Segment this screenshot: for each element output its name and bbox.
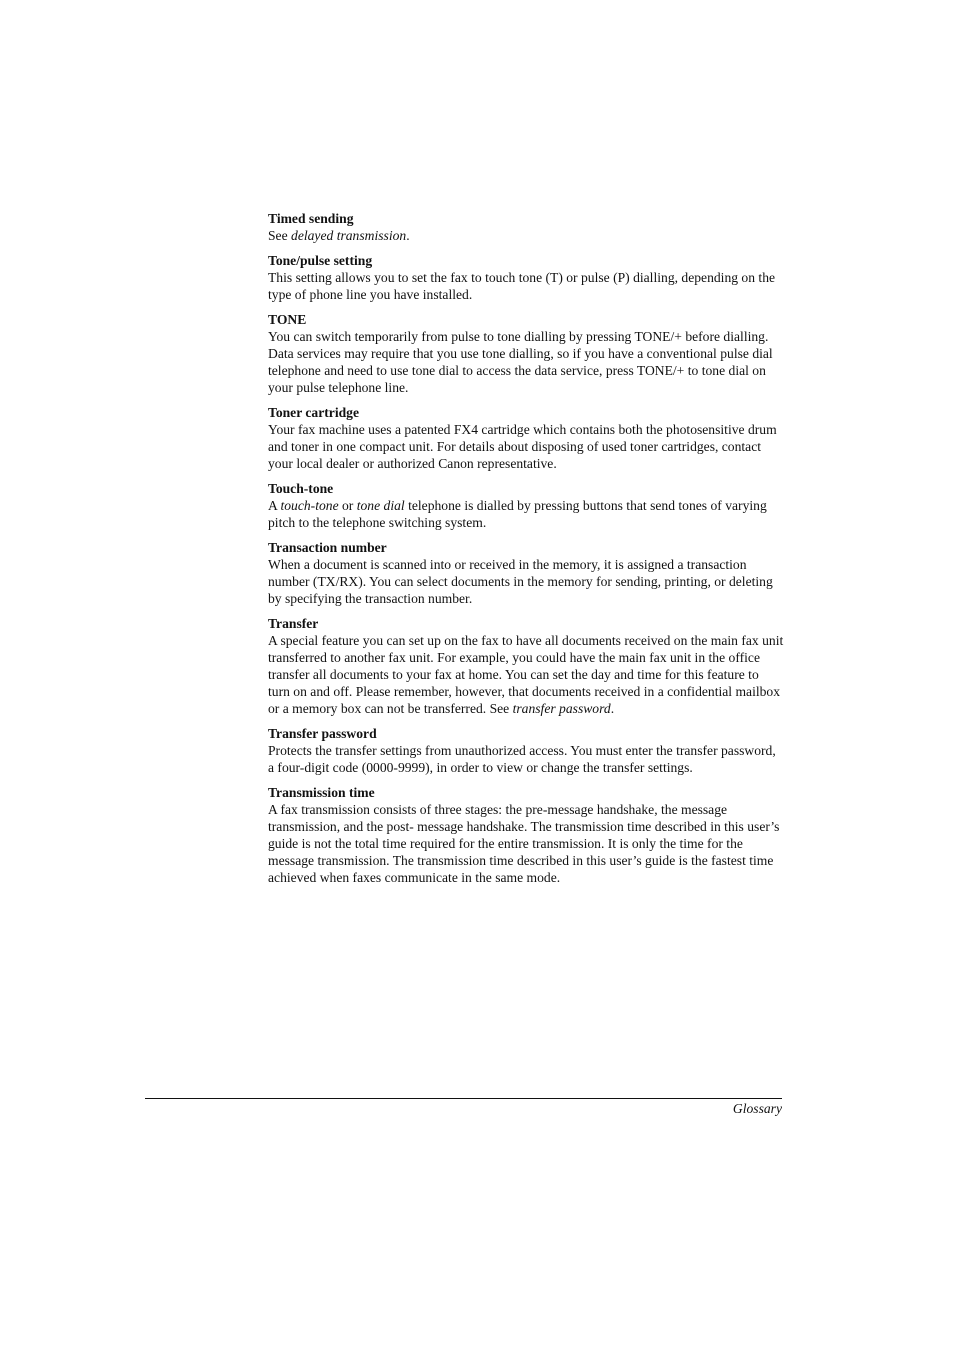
glossary-term: Transfer <box>268 616 319 631</box>
glossary-entry <box>268 615 784 717</box>
glossary-term: Transaction number <box>268 540 387 555</box>
glossary-entry <box>268 252 784 303</box>
definition-text: You can switch temporarily from pulse to tone dialling by pressing TONE/+ before dialling. Data services may require that you use tone dialling, so if you have a conventional pulse dial telephone and need to use tone dial to access the data service, press TONE/+ to tone dial on your pulse telephone line. <box>268 329 773 395</box>
glossary-list <box>268 210 784 894</box>
glossary-entry <box>268 311 784 396</box>
definition-text: When a document is scanned into or received in the memory, it is assigned a transaction number (TX/RX). You can select documents in the memory for sending, printing, or deleting by specifying the transaction number. <box>268 557 773 606</box>
glossary-definition <box>268 497 784 531</box>
definition-text: Your fax machine uses a patented FX4 cartridge which contains both the photosensitive drum and toner in one compact unit. For details about disposing of used toner cartridges, contact your local dealer or authorized Canon representative. <box>268 422 777 471</box>
definition-text: . <box>406 228 410 243</box>
glossary-definition <box>268 269 784 303</box>
glossary-entry <box>268 784 784 886</box>
glossary-term: Transmission time <box>268 785 375 800</box>
glossary-definition <box>268 801 784 886</box>
glossary-definition <box>268 328 784 396</box>
glossary-term: Toner cartridge <box>268 405 359 420</box>
glossary-entry <box>268 539 784 607</box>
footer-divider <box>145 1098 782 1099</box>
footer-section-label: Glossary <box>732 1101 782 1116</box>
glossary-entry <box>268 480 784 531</box>
glossary-term: Tone/pulse setting <box>268 253 373 268</box>
glossary-entry <box>268 210 784 244</box>
glossary-definition <box>268 632 784 717</box>
definition-text: or <box>338 498 357 513</box>
definition-text: This setting allows you to set the fax to touch tone (T) or pulse (P) dialling, depending on the type of phone line you have installed. <box>268 270 776 302</box>
definition-text: A fax transmission consists of three stages: the pre-message handshake, the message transmission, and the post- message handshake. The transmission time described in this user’s guide is not the total time required for the entire transmission. It is only the time for the message transmission. The transmission time described in this user’s guide is the fastest time achieved when faxes communicate in the same mode. <box>268 802 780 885</box>
glossary-definition <box>268 742 784 776</box>
definition-text: A <box>268 498 281 513</box>
definition-text: . <box>610 701 615 716</box>
cross-reference-term: tone dial <box>356 498 405 513</box>
cross-reference-term: touch-tone <box>280 498 339 513</box>
definition-text: A special feature you can set up on the fax to have all documents received on the main fax unit transferred to another fax unit. For example, you could have the main fax unit in the office transfer all documents to your fax at home. You can set the day and time for this feature to turn on and off. Please remember, however, that documents received in a confidential mailbox or a memory box can not be transferred. See <box>268 633 784 716</box>
glossary-entry <box>268 725 784 776</box>
glossary-definition <box>268 556 784 607</box>
glossary-term: Timed sending <box>268 211 354 226</box>
cross-reference-term: delayed transmission <box>291 228 407 243</box>
glossary-term: TONE <box>268 312 307 327</box>
glossary-term: Touch-tone <box>268 481 334 496</box>
definition-text: See <box>268 228 292 243</box>
definition-text: telephone is dialled by pressing buttons that send tones of varying pitch to the telephone switching system. <box>268 498 767 530</box>
glossary-term: Transfer password <box>268 726 377 741</box>
cross-reference-term: transfer password <box>512 701 611 716</box>
glossary-definition <box>268 227 784 244</box>
definition-text: Protects the transfer settings from unauthorized access. You must enter the transfer password, a four-digit code (0000-9999), in order to view or change the transfer settings. <box>268 743 776 775</box>
glossary-definition <box>268 421 784 472</box>
glossary-entry <box>268 404 784 472</box>
